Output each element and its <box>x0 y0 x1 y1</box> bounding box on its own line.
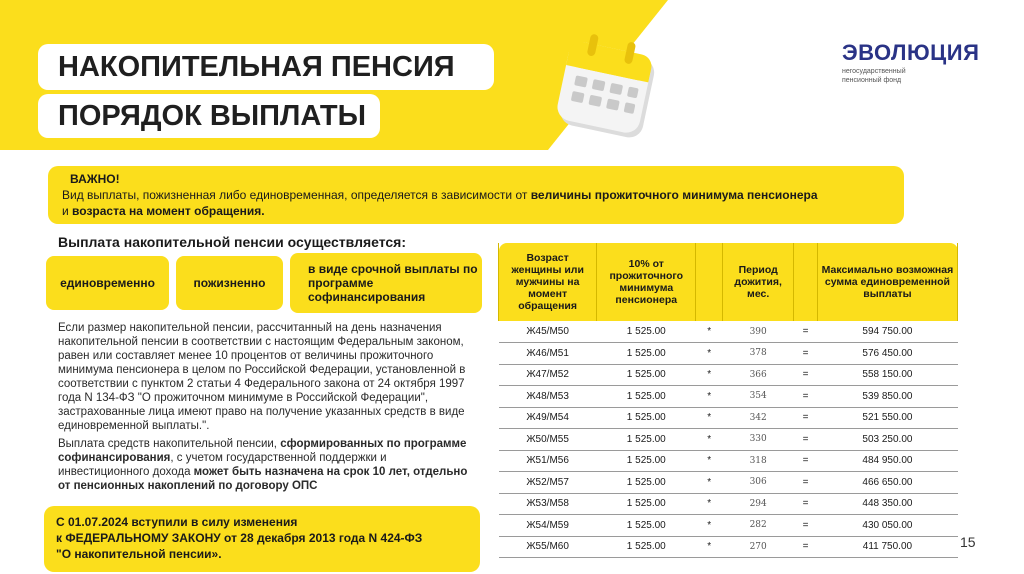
cell-min: 1 525.00 <box>597 493 696 515</box>
cell-op1: * <box>696 343 723 365</box>
logo <box>842 40 992 85</box>
cell-max: 411 750.00 <box>817 536 957 558</box>
cell-period: 330 <box>723 429 794 451</box>
cell-age: Ж48/М53 <box>499 386 597 408</box>
cell-min: 1 525.00 <box>597 343 696 365</box>
payment-type-lumpsum: единовременно <box>46 256 169 310</box>
cell-period: 378 <box>723 343 794 365</box>
cell-op2: = <box>794 472 818 494</box>
table-row <box>499 364 958 386</box>
cell-min: 1 525.00 <box>597 386 696 408</box>
header-max: Максимально возможная сумма единовременной выплаты <box>817 243 957 321</box>
payment-type-lifetime: пожизненно <box>176 256 283 310</box>
table-row <box>499 429 958 451</box>
cell-period: 282 <box>723 515 794 537</box>
table-row <box>499 515 958 537</box>
table-row <box>499 343 958 365</box>
important-bold-b: возраста на момент обращения. <box>72 204 265 218</box>
important-note <box>48 166 904 224</box>
cell-max: 558 150.00 <box>817 364 957 386</box>
para2-text-1: Выплата средств накопительной пенсии, <box>58 438 281 450</box>
logo-name: ЭВОЛЮЦИЯ <box>842 40 980 65</box>
table-row <box>499 493 958 515</box>
cell-op2: = <box>794 450 818 472</box>
paragraph-cofinancing <box>58 437 478 493</box>
cell-max: 503 250.00 <box>817 429 957 451</box>
cell-op1: * <box>696 515 723 537</box>
cell-age: Ж49/М54 <box>499 407 597 429</box>
cell-max: 576 450.00 <box>817 343 957 365</box>
cell-min: 1 525.00 <box>597 515 696 537</box>
cell-max: 448 350.00 <box>817 493 957 515</box>
cell-op1: * <box>696 472 723 494</box>
cell-age: Ж51/М56 <box>499 450 597 472</box>
cell-age: Ж55/М60 <box>499 536 597 558</box>
table-row <box>499 472 958 494</box>
paragraph-lumpsum-condition: Если размер накопительной пенсии, рассчитанный на день назначения накопительной пенсии в соответствии с настоящим Федеральным законом, равен или составляет менее 10 процентов от величины прожиточного минимума пенсионера в целом по Российской Федерации, установленной в соответствии с пунктом 2 статьи 4 Федерального закона от 24 октября 1997 года N 134-ФЗ "О прожиточном минимуме в Российской Федерации", застрахованные лица имеют право на получение указанных средств в виде единовременной выплаты.". <box>58 322 466 432</box>
cell-op2: = <box>794 321 818 343</box>
cell-age: Ж45/М50 <box>499 321 597 343</box>
cell-op2: = <box>794 343 818 365</box>
cell-op2: = <box>794 407 818 429</box>
cell-max: 430 050.00 <box>817 515 957 537</box>
cell-max: 466 650.00 <box>817 472 957 494</box>
table-row <box>499 450 958 472</box>
table-row <box>499 407 958 429</box>
cell-op2: = <box>794 536 818 558</box>
cell-period: 294 <box>723 493 794 515</box>
important-text-a: Вид выплаты, пожизненная либо единовременная, определяется в зависимости от <box>62 188 531 202</box>
cell-age: Ж47/М52 <box>499 364 597 386</box>
cell-op2: = <box>794 364 818 386</box>
cell-max: 539 850.00 <box>817 386 957 408</box>
cell-max: 521 550.00 <box>817 407 957 429</box>
para2-text-2: , с учетом государственной поддержки и инвестиционного дохода <box>58 452 387 478</box>
cell-age: Ж54/М59 <box>499 515 597 537</box>
cell-op1: * <box>696 321 723 343</box>
header-op1 <box>696 243 723 321</box>
cell-age: Ж52/М57 <box>499 472 597 494</box>
cell-op1: * <box>696 386 723 408</box>
calendar-icon <box>552 34 662 140</box>
cell-op2: = <box>794 386 818 408</box>
cell-op2: = <box>794 493 818 515</box>
page-subtitle: ПОРЯДОК ВЫПЛАТЫ <box>38 94 380 138</box>
cell-period: 318 <box>723 450 794 472</box>
notice-line-3: "О накопительной пенсии». <box>56 547 222 561</box>
cell-period: 354 <box>723 386 794 408</box>
notice-line-2: к ФЕДЕРАЛЬНОМУ ЗАКОНУ от 28 декабря 2013 года N 424-ФЗ <box>56 531 423 545</box>
cell-period: 390 <box>723 321 794 343</box>
cell-age: Ж53/М58 <box>499 493 597 515</box>
cell-max: 484 950.00 <box>817 450 957 472</box>
cell-op1: * <box>696 364 723 386</box>
law-change-notice <box>44 506 480 572</box>
payment-type-term: в виде срочной выплаты по программе софинансирования <box>290 253 482 313</box>
page-number: 15 <box>960 534 976 550</box>
cell-op1: * <box>696 429 723 451</box>
para2-bold-2: может быть назначена на срок 10 лет, отдельно от пенсионных накоплений по договору ОПС <box>58 466 468 492</box>
cell-op1: * <box>696 536 723 558</box>
cell-age: Ж50/М55 <box>499 429 597 451</box>
important-heading: ВАЖНО! <box>70 172 120 186</box>
page-title: НАКОПИТЕЛЬНАЯ ПЕНСИЯ <box>38 44 494 90</box>
table-row <box>499 536 958 558</box>
table-header-row <box>499 243 958 321</box>
important-bold-a: величины прожиточного минимума пенсионера <box>530 188 818 202</box>
cell-op1: * <box>696 450 723 472</box>
para2-bold-1: сформированных по программе софинансирования <box>58 438 467 464</box>
cell-period: 366 <box>723 364 794 386</box>
logo-subtitle: негосударственный пенсионный фонд <box>842 68 906 84</box>
cell-op2: = <box>794 429 818 451</box>
payment-heading: Выплата накопительной пенсии осуществляется: <box>58 234 407 250</box>
table-row <box>499 321 958 343</box>
cell-age: Ж46/М51 <box>499 343 597 365</box>
header-min: 10% от прожиточного минимума пенсионера <box>597 243 696 321</box>
cell-period: 342 <box>723 407 794 429</box>
header-period: Период дожития, мес. <box>723 243 794 321</box>
cell-min: 1 525.00 <box>597 536 696 558</box>
cell-period: 270 <box>723 536 794 558</box>
payment-table <box>498 243 958 558</box>
important-text-b: и <box>62 204 73 218</box>
cell-period: 306 <box>723 472 794 494</box>
cell-min: 1 525.00 <box>597 364 696 386</box>
cell-min: 1 525.00 <box>597 429 696 451</box>
header-op2 <box>794 243 818 321</box>
header-age: Возраст женщины или мужчины на момент обращения <box>499 243 597 321</box>
cell-op1: * <box>696 493 723 515</box>
notice-line-1: С 01.07.2024 вступили в силу изменения <box>56 515 298 529</box>
cell-max: 594 750.00 <box>817 321 957 343</box>
table-row <box>499 386 958 408</box>
cell-min: 1 525.00 <box>597 407 696 429</box>
cell-min: 1 525.00 <box>597 321 696 343</box>
cell-min: 1 525.00 <box>597 472 696 494</box>
cell-op1: * <box>696 407 723 429</box>
cell-op2: = <box>794 515 818 537</box>
cell-min: 1 525.00 <box>597 450 696 472</box>
